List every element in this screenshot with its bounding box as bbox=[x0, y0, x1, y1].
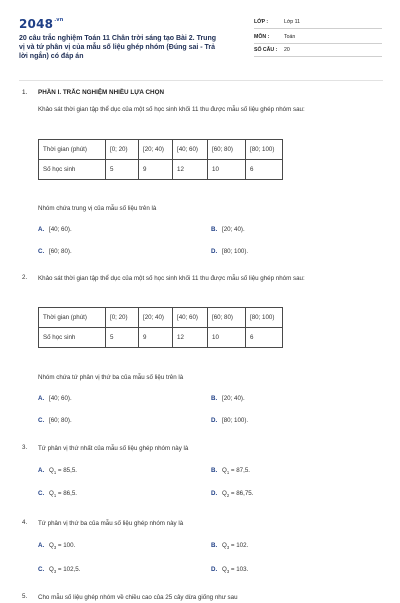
option-letter: B. bbox=[211, 542, 218, 549]
option-3d[interactable] bbox=[211, 490, 253, 498]
table-cell: 9 bbox=[139, 328, 173, 348]
site-logo[interactable] bbox=[19, 17, 64, 31]
question-4-prompt: Tứ phân vị thứ ba của mẫu số liệu ghép nhóm này là bbox=[38, 520, 184, 527]
header-divider bbox=[19, 80, 383, 81]
q-subscript: 3 bbox=[53, 545, 57, 551]
question-1-intro: Khảo sát thời gian tập thể dục của một số học sinh khối 11 thu được mẫu số liệu ghép nhóm sau: bbox=[38, 106, 305, 113]
data-table-1 bbox=[38, 139, 283, 180]
table-cell: 6 bbox=[246, 160, 283, 180]
option-letter: A. bbox=[38, 467, 45, 474]
option-letter: D. bbox=[211, 490, 218, 497]
option-letter: D. bbox=[211, 417, 218, 424]
option-4c[interactable] bbox=[38, 566, 80, 574]
option-letter: C. bbox=[38, 248, 45, 255]
table-cell: [0; 20) bbox=[106, 308, 139, 328]
table-cell: 5 bbox=[106, 328, 139, 348]
q-symbol: Q bbox=[222, 490, 227, 497]
option-text: = 103. bbox=[230, 566, 249, 573]
option-text: = 86,5. bbox=[57, 490, 78, 497]
table-cell: [80; 100) bbox=[246, 140, 283, 160]
option-1d[interactable] bbox=[211, 248, 248, 255]
option-1c[interactable] bbox=[38, 248, 72, 255]
q-subscript: 1 bbox=[53, 470, 57, 476]
question-number-5: 5. bbox=[22, 593, 28, 600]
q-subscript: 3 bbox=[226, 569, 230, 575]
meta-count-key: SỐ CÂU : bbox=[254, 47, 278, 53]
q-subscript: 2 bbox=[226, 493, 230, 499]
question-1-prompt: Nhóm chứa trung vị của mẫu số liệu trên là bbox=[38, 205, 157, 212]
q-symbol: Q bbox=[49, 467, 54, 474]
option-text: [60; 80). bbox=[49, 248, 72, 255]
question-number-1: 1. bbox=[22, 89, 28, 96]
question-2-prompt: Nhóm chứa tứ phân vị thứ ba của mẫu số liệu trên là bbox=[38, 374, 184, 381]
option-letter: C. bbox=[38, 417, 45, 424]
q-symbol: Q bbox=[222, 566, 227, 573]
table-cell: [60; 80) bbox=[208, 140, 246, 160]
meta-class-value: Lớp 11 bbox=[284, 19, 300, 25]
option-text: = 85,5. bbox=[57, 467, 78, 474]
table-cell: [40; 60) bbox=[173, 140, 208, 160]
option-letter: A. bbox=[38, 226, 45, 233]
q-symbol: Q bbox=[49, 490, 54, 497]
option-letter: D. bbox=[211, 248, 218, 255]
meta-class-key: LỚP : bbox=[254, 19, 269, 25]
option-letter: C. bbox=[38, 490, 45, 497]
table-cell: 12 bbox=[173, 160, 208, 180]
table-cell: [20; 40) bbox=[139, 308, 173, 328]
question-number-4: 4. bbox=[22, 519, 28, 526]
option-2d[interactable] bbox=[211, 417, 248, 424]
question-number-2: 2. bbox=[22, 274, 28, 281]
table-cell: 12 bbox=[173, 328, 208, 348]
option-3c[interactable] bbox=[38, 490, 77, 498]
option-text: [20; 40). bbox=[222, 226, 245, 233]
table-cell: 5 bbox=[106, 160, 139, 180]
option-4b[interactable] bbox=[211, 542, 248, 550]
question-5-prompt: Cho mẫu số liệu ghép nhóm về chiều cao của 25 cây dừa giống như sau bbox=[38, 594, 238, 601]
option-text: [20; 40). bbox=[222, 395, 245, 402]
q-symbol: Q bbox=[49, 566, 54, 573]
option-3b[interactable] bbox=[211, 467, 250, 475]
option-text: [60; 80). bbox=[49, 417, 72, 424]
question-number-3: 3. bbox=[22, 444, 28, 451]
document-title: 20 câu trắc nghiệm Toán 11 Chân trời sáng tạo Bài 2. Trung vị và tứ phân vị của mẫu số liệu ghép nhóm (Đúng sai - Trả lời ngắn) có đáp án bbox=[19, 35, 217, 60]
option-4d[interactable] bbox=[211, 566, 248, 574]
meta-subject-key: MÔN : bbox=[254, 34, 270, 40]
table-cell: Thời gian (phút) bbox=[39, 140, 106, 160]
table-cell: [80; 100) bbox=[246, 308, 283, 328]
table-header-row bbox=[39, 308, 283, 328]
table-cell: Số học sinh bbox=[39, 328, 106, 348]
table-cell: [40; 60) bbox=[173, 308, 208, 328]
q-subscript: 3 bbox=[53, 569, 57, 575]
table-cell: [60; 80) bbox=[208, 308, 246, 328]
option-3a[interactable] bbox=[38, 467, 77, 475]
option-text: = 102. bbox=[230, 542, 249, 549]
option-letter: D. bbox=[211, 566, 218, 573]
table-row bbox=[39, 328, 283, 348]
table-cell: Thời gian (phút) bbox=[39, 308, 106, 328]
question-3-prompt: Tứ phân vị thứ nhất của mẫu số liệu ghép nhóm này là bbox=[38, 445, 189, 452]
data-table-2 bbox=[38, 307, 283, 348]
option-2b[interactable] bbox=[211, 395, 245, 402]
option-text: = 86,75. bbox=[230, 490, 254, 497]
q-subscript: 1 bbox=[226, 470, 230, 476]
option-text: = 87,5. bbox=[230, 467, 251, 474]
option-letter: B. bbox=[211, 467, 218, 474]
option-letter: B. bbox=[211, 395, 218, 402]
option-2c[interactable] bbox=[38, 417, 72, 424]
option-text: [80; 100). bbox=[222, 248, 249, 255]
meta-subject bbox=[254, 31, 382, 44]
option-letter: A. bbox=[38, 395, 45, 402]
meta-count-value: 20 bbox=[284, 47, 290, 53]
section-title: PHẦN I. TRẮC NGHIỆM NHIỀU LỰA CHỌN bbox=[38, 89, 165, 96]
table-cell: 9 bbox=[139, 160, 173, 180]
table-cell: [0; 20) bbox=[106, 140, 139, 160]
meta-subject-value: Toán bbox=[284, 34, 296, 40]
option-letter: A. bbox=[38, 542, 45, 549]
meta-count bbox=[254, 44, 382, 57]
table-cell: 6 bbox=[246, 328, 283, 348]
table-cell: Số học sinh bbox=[39, 160, 106, 180]
option-letter: B. bbox=[211, 226, 218, 233]
table-cell: 10 bbox=[208, 328, 246, 348]
q-symbol: Q bbox=[222, 467, 227, 474]
option-2a[interactable] bbox=[38, 395, 72, 402]
logo-text: 2048 bbox=[19, 17, 54, 31]
option-4a[interactable] bbox=[38, 542, 75, 550]
q-subscript: 1 bbox=[53, 493, 57, 499]
question-2-intro: Khảo sát thời gian tập thể dục của một số học sinh khối 11 thu được mẫu số liệu ghép nhóm sau: bbox=[38, 275, 305, 282]
option-text: = 100. bbox=[57, 542, 76, 549]
section-heading bbox=[22, 89, 164, 96]
table-row bbox=[39, 160, 283, 180]
option-text: [40; 60). bbox=[49, 226, 72, 233]
option-letter: C. bbox=[38, 566, 45, 573]
option-text: [40; 60). bbox=[49, 395, 72, 402]
meta-class bbox=[254, 16, 382, 29]
q-symbol: Q bbox=[222, 542, 227, 549]
table-cell: [20; 40) bbox=[139, 140, 173, 160]
logo-suffix: .vn bbox=[54, 17, 64, 23]
option-text: [80; 100). bbox=[222, 417, 249, 424]
option-text: = 102,5. bbox=[57, 566, 81, 573]
option-1b[interactable] bbox=[211, 226, 245, 233]
table-header-row bbox=[39, 140, 283, 160]
option-1a[interactable] bbox=[38, 226, 72, 233]
q-subscript: 3 bbox=[226, 545, 230, 551]
q-symbol: Q bbox=[49, 542, 54, 549]
table-cell: 10 bbox=[208, 160, 246, 180]
